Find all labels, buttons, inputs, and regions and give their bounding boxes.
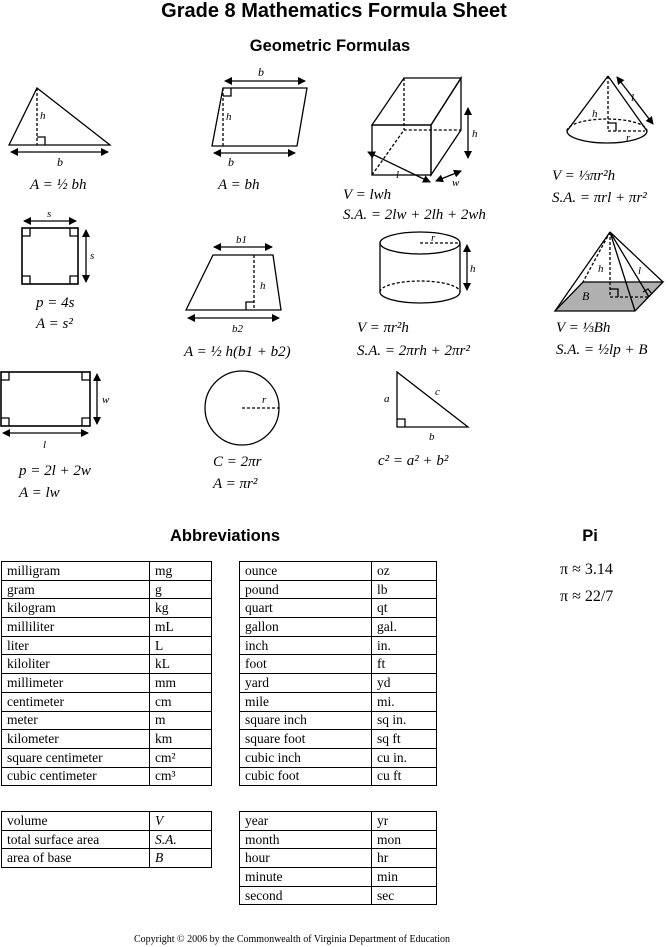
- circle-r-label: r: [262, 394, 267, 406]
- abbreviation-row: [240, 711, 437, 730]
- abbreviation-symbol: L: [150, 636, 212, 655]
- abbreviation-term: cubic centimeter: [2, 767, 150, 786]
- abbreviation-symbol: yr: [372, 812, 437, 831]
- abbreviation-row: [2, 655, 212, 674]
- abbreviation-symbol: oz: [372, 562, 437, 581]
- prism-w-label: w: [452, 177, 460, 189]
- abbreviation-row: [2, 830, 212, 849]
- parallelogram-bottom-b-label: b: [228, 155, 234, 169]
- abbreviation-symbol: in.: [372, 636, 437, 655]
- cone-h-label: h: [592, 108, 598, 120]
- pyramid-l-label: l: [638, 265, 642, 277]
- abbreviation-symbol: sq ft: [372, 730, 437, 749]
- abbreviation-symbol: sq in.: [372, 711, 437, 730]
- abbreviation-row: [2, 812, 212, 831]
- cylinder-h-label: h: [470, 263, 476, 275]
- abbreviation-row: [240, 580, 437, 599]
- abbreviation-symbol: km: [150, 730, 212, 749]
- trapezoid-b1-label: b1: [236, 234, 247, 246]
- trapezoid-figure: [186, 247, 281, 318]
- abbreviation-term: total surface area: [2, 830, 150, 849]
- page-title: Grade 8 Mathematics Formula Sheet: [161, 0, 507, 22]
- rectangle-perimeter-formula: p = 2l + 2w: [19, 463, 91, 479]
- pyramid-h-label: h: [598, 263, 604, 275]
- abbreviation-term: pound: [240, 580, 372, 599]
- abbreviation-row: [240, 812, 437, 831]
- customary-abbreviations-table: [239, 561, 437, 786]
- cone-r-label: r: [626, 132, 631, 144]
- cylinder-figure: [380, 232, 467, 303]
- copyright-notice: Copyright © 2006 by the Commonwealth of Virginia Department of Education: [133, 934, 451, 945]
- pi-heading: Pi: [582, 527, 598, 545]
- abbreviation-symbol: qt: [372, 599, 437, 618]
- abbreviation-row: [2, 748, 212, 767]
- cylinder-volume-formula: V = πr²h: [357, 320, 409, 336]
- abbreviation-symbol: mL: [150, 618, 212, 637]
- parallelogram-h-label: h: [226, 111, 232, 123]
- trapezoid-h-label: h: [260, 280, 266, 292]
- abbreviation-row: [240, 767, 437, 786]
- circle-area-formula: A = πr²: [213, 476, 258, 492]
- abbreviation-term: square foot: [240, 730, 372, 749]
- abbreviation-term: ounce: [240, 562, 372, 581]
- abbreviation-row: [240, 830, 437, 849]
- abbreviation-symbol: g: [150, 580, 212, 599]
- square-figure: [22, 221, 86, 284]
- abbreviation-row: [2, 849, 212, 868]
- cone-volume-formula: V = ⅓πr²h: [552, 168, 616, 184]
- abbreviation-row: [240, 886, 437, 905]
- abbreviation-symbol: cm: [150, 692, 212, 711]
- abbreviation-row: [240, 599, 437, 618]
- abbreviation-symbol: B: [150, 849, 212, 868]
- trapezoid-b2-label: b2: [232, 323, 243, 335]
- abbreviations-heading: Abbreviations: [169, 527, 281, 545]
- geometric-formulas-heading: Geometric Formulas: [249, 37, 411, 55]
- abbreviation-term: cubic inch: [240, 748, 372, 767]
- prism-h-label: h: [472, 128, 478, 140]
- parallelogram-area-formula: A = bh: [218, 177, 260, 193]
- abbreviation-row: [2, 711, 212, 730]
- triangle-area-formula: A = ½ bh: [30, 177, 87, 193]
- abbreviation-symbol: mi.: [372, 692, 437, 711]
- prism-surface-area-formula: S.A. = 2lw + 2lh + 2wh: [343, 207, 486, 223]
- abbreviation-row: [2, 767, 212, 786]
- abbreviation-term: liter: [2, 636, 150, 655]
- square-perimeter-formula: p = 4s: [36, 295, 75, 311]
- abbreviation-row: [240, 868, 437, 887]
- abbreviation-row: [2, 692, 212, 711]
- pyramid-figure: [555, 232, 663, 311]
- abbreviation-term: year: [240, 812, 372, 831]
- abbreviation-term: mile: [240, 692, 372, 711]
- cylinder-surface-area-formula: S.A. = 2πrh + 2πr²: [357, 343, 470, 359]
- cone-figure: [567, 76, 653, 143]
- abbreviation-symbol: mg: [150, 562, 212, 581]
- abbreviation-term: foot: [240, 655, 372, 674]
- triangle-h-label: h: [40, 110, 46, 122]
- pyramid-B-label: B: [582, 289, 590, 303]
- abbreviation-row: [240, 562, 437, 581]
- rectangle-figure: [1, 372, 97, 433]
- abbreviation-row: [2, 674, 212, 693]
- abbreviation-term: yard: [240, 674, 372, 693]
- abbreviation-symbol: mon: [372, 830, 437, 849]
- abbreviation-symbol: mm: [150, 674, 212, 693]
- cone-l-label: l: [631, 92, 635, 104]
- abbreviation-term: inch: [240, 636, 372, 655]
- abbreviation-row: [2, 618, 212, 637]
- abbreviation-symbol: ft: [372, 655, 437, 674]
- abbreviation-row: [240, 748, 437, 767]
- abbreviation-term: gallon: [240, 618, 372, 637]
- abbreviation-symbol: kL: [150, 655, 212, 674]
- abbreviation-row: [240, 655, 437, 674]
- square-top-s-label: s: [47, 208, 52, 220]
- abbreviation-term: quart: [240, 599, 372, 618]
- abbreviation-term: gram: [2, 580, 150, 599]
- abbreviation-row: [2, 562, 212, 581]
- pi-approx-fraction: π ≈ 22/7: [560, 588, 614, 605]
- abbreviation-term: centimeter: [2, 692, 150, 711]
- pyramid-surface-area-formula: S.A. = ½lp + B: [556, 342, 648, 358]
- right-triangle-b-label: b: [429, 431, 435, 443]
- abbreviation-row: [2, 580, 212, 599]
- cone-surface-area-formula: S.A. = πrl + πr²: [552, 190, 647, 206]
- abbreviation-term: hour: [240, 849, 372, 868]
- abbreviation-row: [240, 674, 437, 693]
- abbreviation-row: [2, 730, 212, 749]
- abbreviation-symbol: S.A.: [150, 830, 212, 849]
- right-triangle-a-label: a: [384, 393, 390, 405]
- abbreviation-term: square centimeter: [2, 748, 150, 767]
- abbreviation-term: millimeter: [2, 674, 150, 693]
- abbreviation-term: area of base: [2, 849, 150, 868]
- trapezoid-area-formula: A = ½ h(b1 + b2): [184, 344, 291, 360]
- abbreviation-symbol: yd: [372, 674, 437, 693]
- cylinder-r-label: r: [431, 232, 436, 244]
- abbreviation-term: meter: [2, 711, 150, 730]
- abbreviation-symbol: lb: [372, 580, 437, 599]
- abbreviation-symbol: cu ft: [372, 767, 437, 786]
- abbreviation-term: second: [240, 886, 372, 905]
- rectangle-l-label: l: [43, 439, 47, 451]
- abbreviation-term: month: [240, 830, 372, 849]
- right-triangle-figure: [397, 372, 468, 427]
- rectangular-prism-figure: [368, 78, 468, 182]
- rectangle-w-label: w: [102, 394, 110, 406]
- abbreviation-symbol: hr: [372, 849, 437, 868]
- square-area-formula: A = s²: [36, 316, 73, 332]
- abbreviation-row: [240, 692, 437, 711]
- abbreviation-row: [240, 618, 437, 637]
- abbreviation-symbol: m: [150, 711, 212, 730]
- abbreviation-term: square inch: [240, 711, 372, 730]
- rectangle-area-formula: A = lw: [19, 485, 60, 501]
- abbreviation-symbol: V: [150, 812, 212, 831]
- square-side-s-label: s: [90, 250, 95, 262]
- abbreviation-term: minute: [240, 868, 372, 887]
- pyramid-volume-formula: V = ⅓Bh: [556, 320, 611, 336]
- abbreviation-term: kilogram: [2, 599, 150, 618]
- abbreviation-row: [240, 730, 437, 749]
- abbreviation-row: [2, 599, 212, 618]
- abbreviation-term: kilometer: [2, 730, 150, 749]
- circle-circumference-formula: C = 2πr: [213, 454, 262, 470]
- triangle-b-label: b: [57, 155, 63, 169]
- abbreviation-term: milliliter: [2, 618, 150, 637]
- abbreviation-symbol: gal.: [372, 618, 437, 637]
- prism-volume-formula: V = lwh: [343, 187, 392, 203]
- abbreviation-symbol: kg: [150, 599, 212, 618]
- parallelogram-top-b-label: b: [258, 65, 264, 79]
- metric-abbreviations-table: [1, 561, 212, 786]
- abbreviation-term: cubic foot: [240, 767, 372, 786]
- abbreviation-term: milligram: [2, 562, 150, 581]
- time-abbreviations-table: [239, 811, 437, 905]
- geometry-abbreviations-table: [1, 811, 212, 868]
- abbreviation-term: kiloliter: [2, 655, 150, 674]
- abbreviation-row: [2, 636, 212, 655]
- abbreviation-term: volume: [2, 812, 150, 831]
- prism-l-label: l: [396, 169, 400, 181]
- right-triangle-c-label: c: [435, 386, 440, 398]
- triangle-figure: [9, 88, 110, 152]
- abbreviation-symbol: cu in.: [372, 748, 437, 767]
- abbreviation-symbol: cm³: [150, 767, 212, 786]
- abbreviation-symbol: min: [372, 868, 437, 887]
- circle-figure: [205, 371, 279, 445]
- abbreviation-symbol: sec: [372, 886, 437, 905]
- abbreviation-symbol: cm²: [150, 748, 212, 767]
- pi-approx-decimal: π ≈ 3.14: [560, 561, 613, 578]
- abbreviation-row: [240, 636, 437, 655]
- abbreviation-row: [240, 849, 437, 868]
- pythagorean-formula: c² = a² + b²: [378, 453, 449, 469]
